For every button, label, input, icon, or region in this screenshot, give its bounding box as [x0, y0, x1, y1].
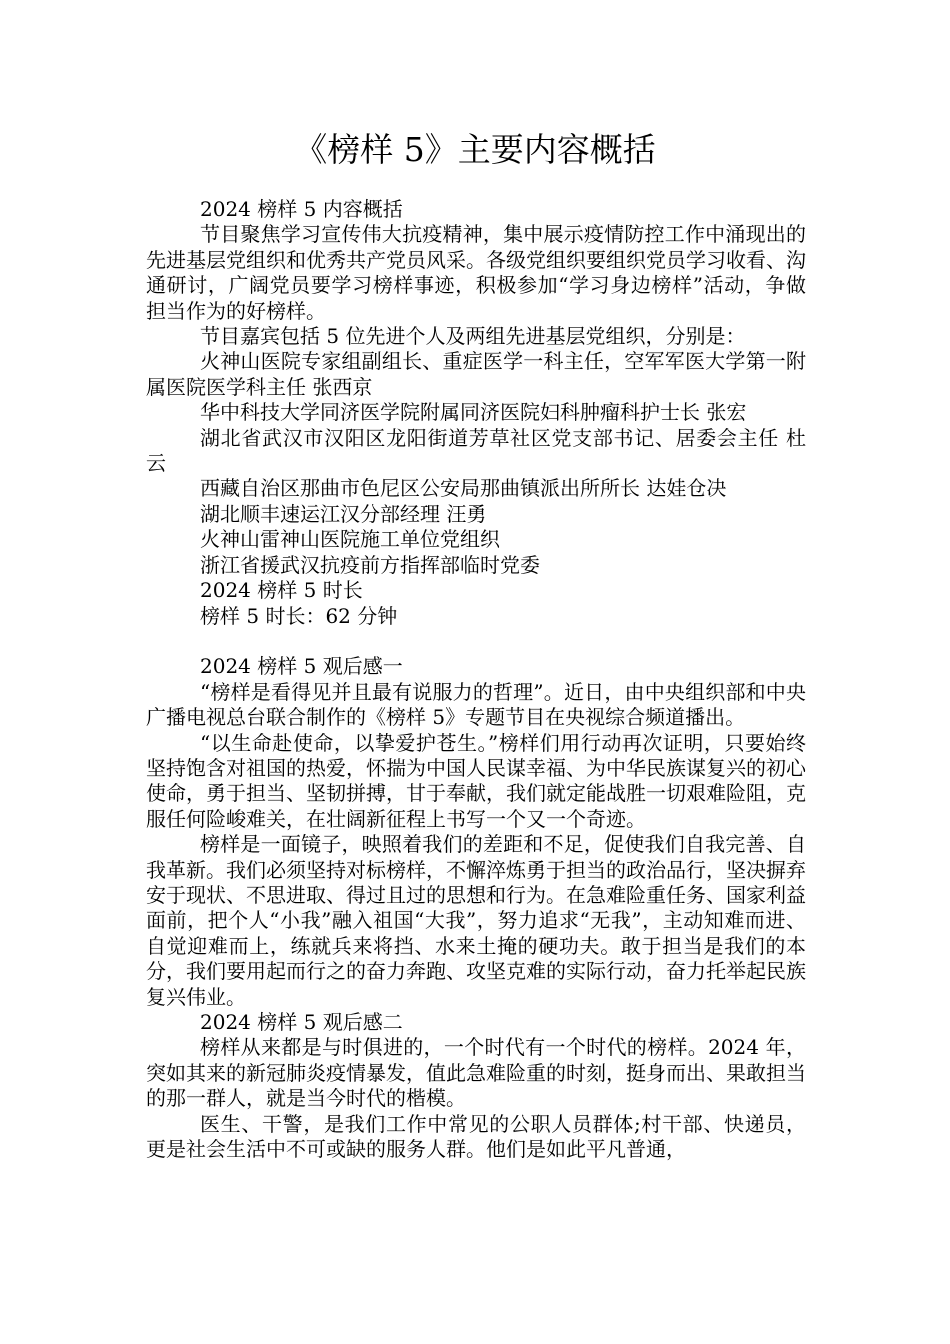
section-heading: 2024 榜样 5 观后感一 [200, 654, 403, 679]
document-title: 《榜样 5》主要内容概括 [294, 130, 656, 169]
section-heading: 2024 榜样 5 观后感二 [200, 1009, 403, 1034]
body-paragraph: 节目聚焦学习宣传伟大抗疫精神，集中展示疫情防控工作中涌现出的先进基层党组织和优秀共产党员风采。各级党组织要组织党员学习收看、沟通研讨，广阔党员要学习榜样事迹，积极参加“学习身边榜样”活动，争做担当作为的好榜样。 [146, 222, 806, 323]
guest-item: 华中科技大学同济医学院附属同济医院妇科肿瘤科护士长 张宏 [200, 400, 747, 425]
guest-item: 浙江省援武汉抗疫前方指挥部临时党委 [200, 552, 540, 577]
guest-item: 火神山医院专家组副组长、重症医学一科主任，空军军医大学第一附属医院医学科主任 张西京 [146, 349, 806, 399]
body-paragraph: 医生、干警，是我们工作中常见的公职人员群体;村干部、快递员，更是社会生活中不可或缺的服务人群。他们是如此平凡普通， [146, 1111, 806, 1162]
guest-item: 湖北省武汉市汉阳区龙阳街道芳草社区党支部书记、居委会主任 杜云 [146, 425, 806, 476]
document-body [146, 197, 806, 1162]
guest-item: 湖北顺丰速运江汉分部经理 汪勇 [200, 501, 487, 526]
body-paragraph: “以生命赴使命，以挚爱护苍生。”榜样们用行动再次证明，只要始终坚持饱含对祖国的热爱，怀揣为中国人民谋幸福、为中华民族谋复兴的初心使命，勇于担当、坚韧拼搏，甘于奉献，我们就定能战胜一切艰难险阻，克服任何险峻难关，在壮阔新征程上书写一个又一个奇迹。 [146, 730, 806, 831]
guest-item: 火神山雷神山医院施工单位党组织 [200, 527, 500, 552]
body-paragraph: 榜样是一面镜子，映照着我们的差距和不足，促使我们自我完善、自我革新。我们必须坚持对标榜样，不懈淬炼勇于担当的政治品行，坚决摒弃安于现状、不思进取、得过且过的思想和行为。在急难险重任务、国家利益面前，把个人“小我”融入祖国“大我”，努力追求“无我”，主动知难而进、自觉迎难而上，练就兵来将挡、水来土掩的硬功夫。敢于担当是我们的本分，我们要用起而行之的奋力奔跑、攻坚克难的实际行动，奋力托举起民族复兴伟业。 [146, 832, 806, 1009]
section-heading: 2024 榜样 5 内容概括 [200, 197, 403, 221]
body-paragraph: “榜样是看得见并且最有说服力的哲理”。近日，由中央组织部和中央广播电视总台联合制作的《榜样 5》专题节目在央视综合频道播出。 [146, 679, 806, 730]
body-paragraph: 榜样 5 时长：62 分钟 [200, 603, 398, 628]
guest-item: 西藏自治区那曲市色尼区公安局那曲镇派出所所长 达娃仓决 [200, 476, 727, 501]
body-paragraph: 榜样从来都是与时俱进的，一个时代有一个时代的榜样。2024 年，突如其来的新冠肺炎疫情暴发，值此急难险重的时刻，挺身而出、果敢担当的那一群人，就是当今时代的楷模。 [146, 1035, 806, 1111]
body-paragraph: 节目嘉宾包括 5 位先进个人及两组先进基层党组织，分别是： [200, 324, 746, 349]
blank-line [146, 629, 806, 654]
section-heading: 2024 榜样 5 时长 [200, 578, 363, 603]
